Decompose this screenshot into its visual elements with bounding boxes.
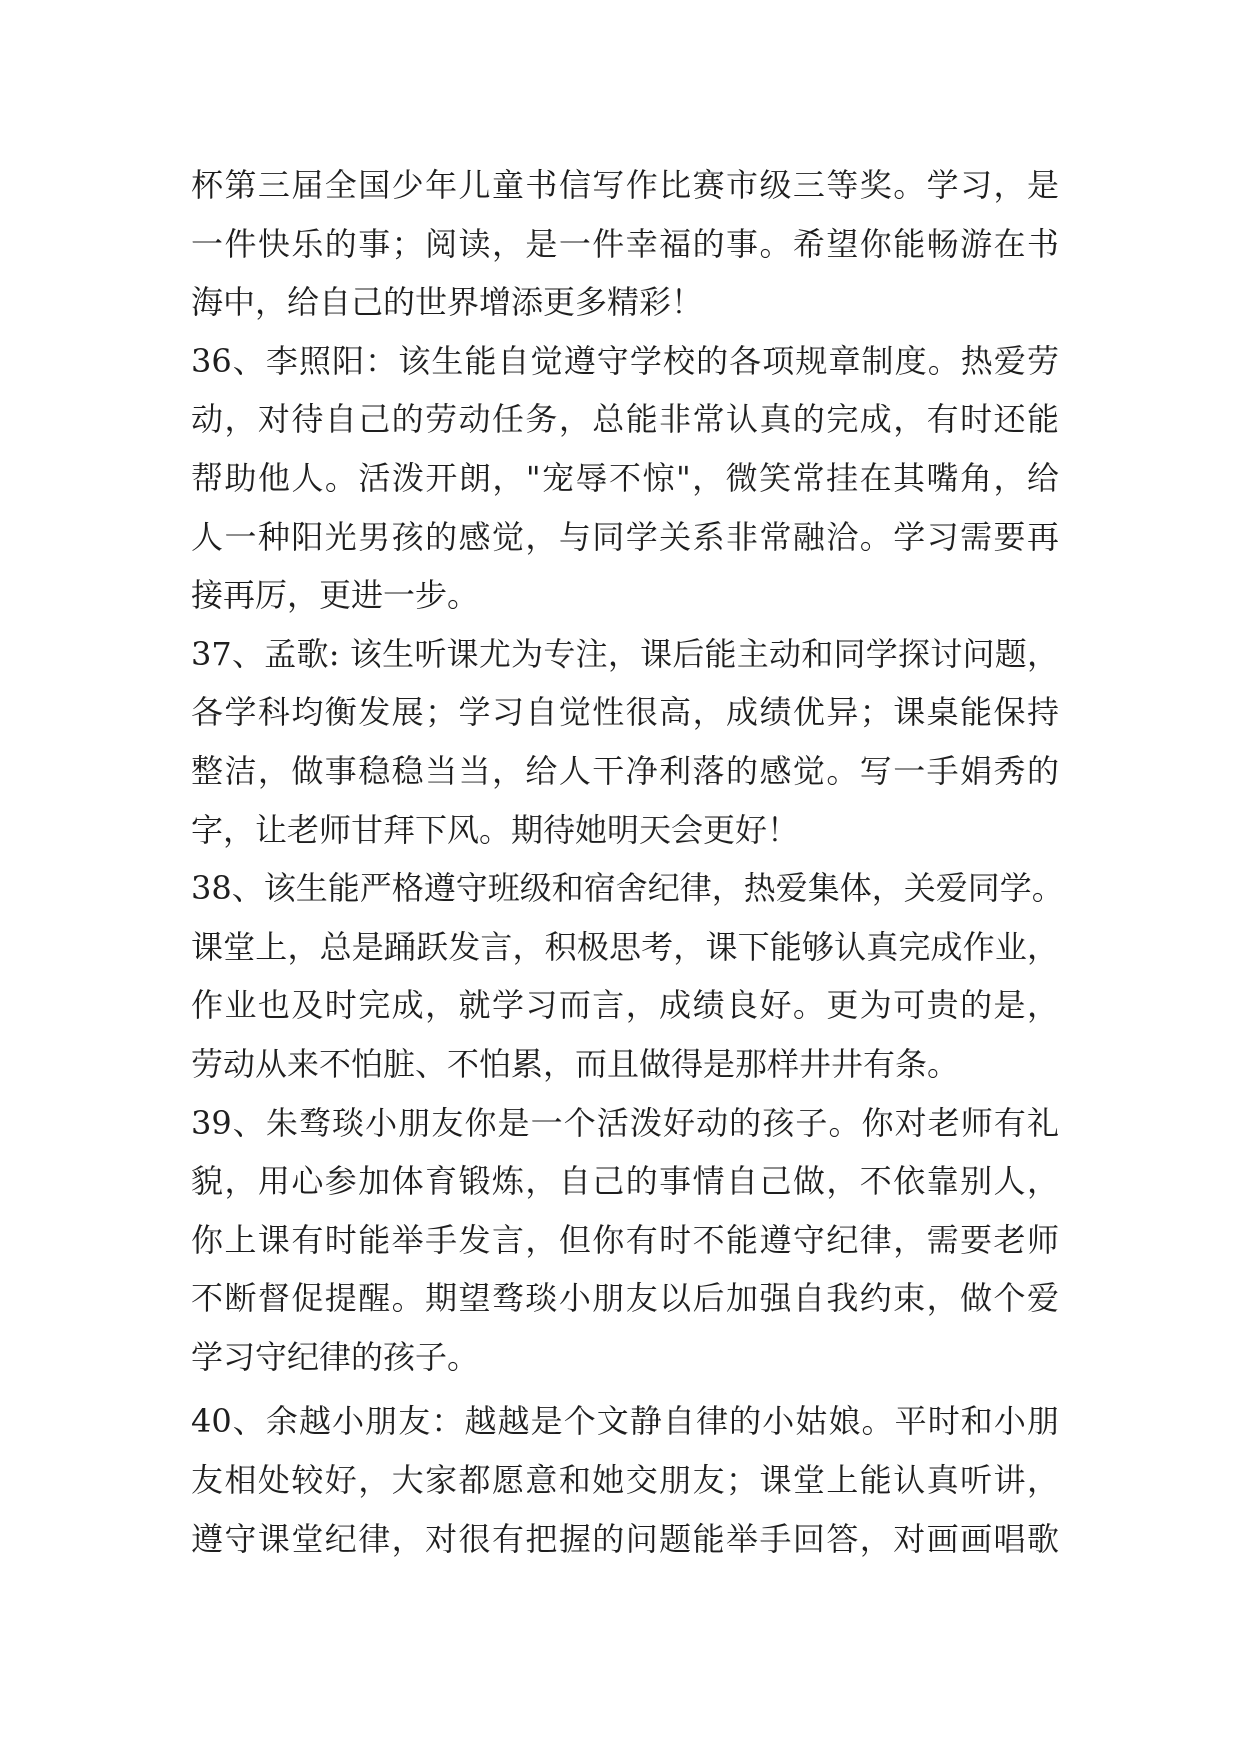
- body-text: [191, 156, 1064, 1568]
- text-line: 接再厉，更进一步。: [191, 576, 480, 615]
- text-line: 39、朱骛琰小朋友你是一个活泼好动的孩子。你对老师有礼: [191, 1103, 1059, 1142]
- paragraph-continued: [191, 156, 1059, 332]
- text-line: 海中，给自己的世界增添更多精彩！: [191, 283, 704, 322]
- text-line: 36、李照阳：该生能自觉遵守学校的各项规章制度。热爱劳: [191, 341, 1059, 380]
- text-line: 杯第三届全国少年儿童书信写作比赛市级三等奖。学习，是: [191, 166, 1059, 204]
- text-line: 40、余越小朋友：越越是个文静自律的小姑娘。平时和小朋: [191, 1402, 1059, 1441]
- paragraph-comment-39: [191, 1094, 1059, 1387]
- text-line: 各学科均衡发展；学习自觉性很高，成绩优异；课桌能保持: [191, 693, 1059, 732]
- text-line: 37、孟歌: 该生听课尤为专注，课后能主动和同学探讨问题，: [191, 634, 1059, 673]
- paragraph-comment-40: [191, 1392, 1059, 1568]
- text-line: 字，让老师甘拜下风。期待她明天会更好！: [191, 810, 800, 849]
- text-line: 课堂上，总是踊跃发言，积极思考，课下能够认真完成作业，: [191, 927, 1059, 966]
- text-line: 不断督促提醒。期望骛琰小朋友以后加强自我约束，做个爱: [191, 1279, 1059, 1318]
- text-line: 作业也及时完成，就学习而言，成绩良好。更为可贵的是，: [191, 986, 1059, 1025]
- text-line: 貌，用心参加体育锻炼，自己的事情自己做，不依靠别人，: [191, 1162, 1059, 1201]
- text-line: 友相处较好，大家都愿意和她交朋友；课堂上能认真听讲，: [191, 1461, 1059, 1500]
- text-line: 学习守纪律的孩子。: [191, 1337, 480, 1376]
- text-line: 38、该生能严格遵守班级和宿舍纪律，热爱集体，关爱同学。: [191, 869, 1064, 908]
- paragraph-comment-38: [191, 859, 1064, 1093]
- text-line: 人一种阳光男孩的感觉，与同学关系非常融洽。学习需要再: [191, 517, 1059, 556]
- text-line: 整洁，做事稳稳当当，给人干净利落的感觉。写一手娟秀的: [191, 751, 1059, 790]
- text-line: 劳动从来不怕脏、不怕累，而且做得是那样井井有条。: [191, 1044, 960, 1083]
- text-line: 你上课有时能举手发言，但你有时不能遵守纪律，需要老师: [191, 1220, 1059, 1259]
- text-line: 帮助他人。活泼开朗，"宠辱不惊"，微笑常挂在其嘴角，给: [191, 458, 1059, 497]
- text-line: 遵守课堂纪律，对很有把握的问题能举手回答，对画画唱歌: [191, 1519, 1059, 1558]
- text-line: 一件快乐的事；阅读，是一件幸福的事。希望你能畅游在书: [191, 224, 1059, 263]
- text-line: 动，对待自己的劳动任务，总能非常认真的完成，有时还能: [191, 400, 1059, 439]
- paragraph-comment-36: [191, 332, 1059, 625]
- paragraph-comment-37: [191, 625, 1059, 859]
